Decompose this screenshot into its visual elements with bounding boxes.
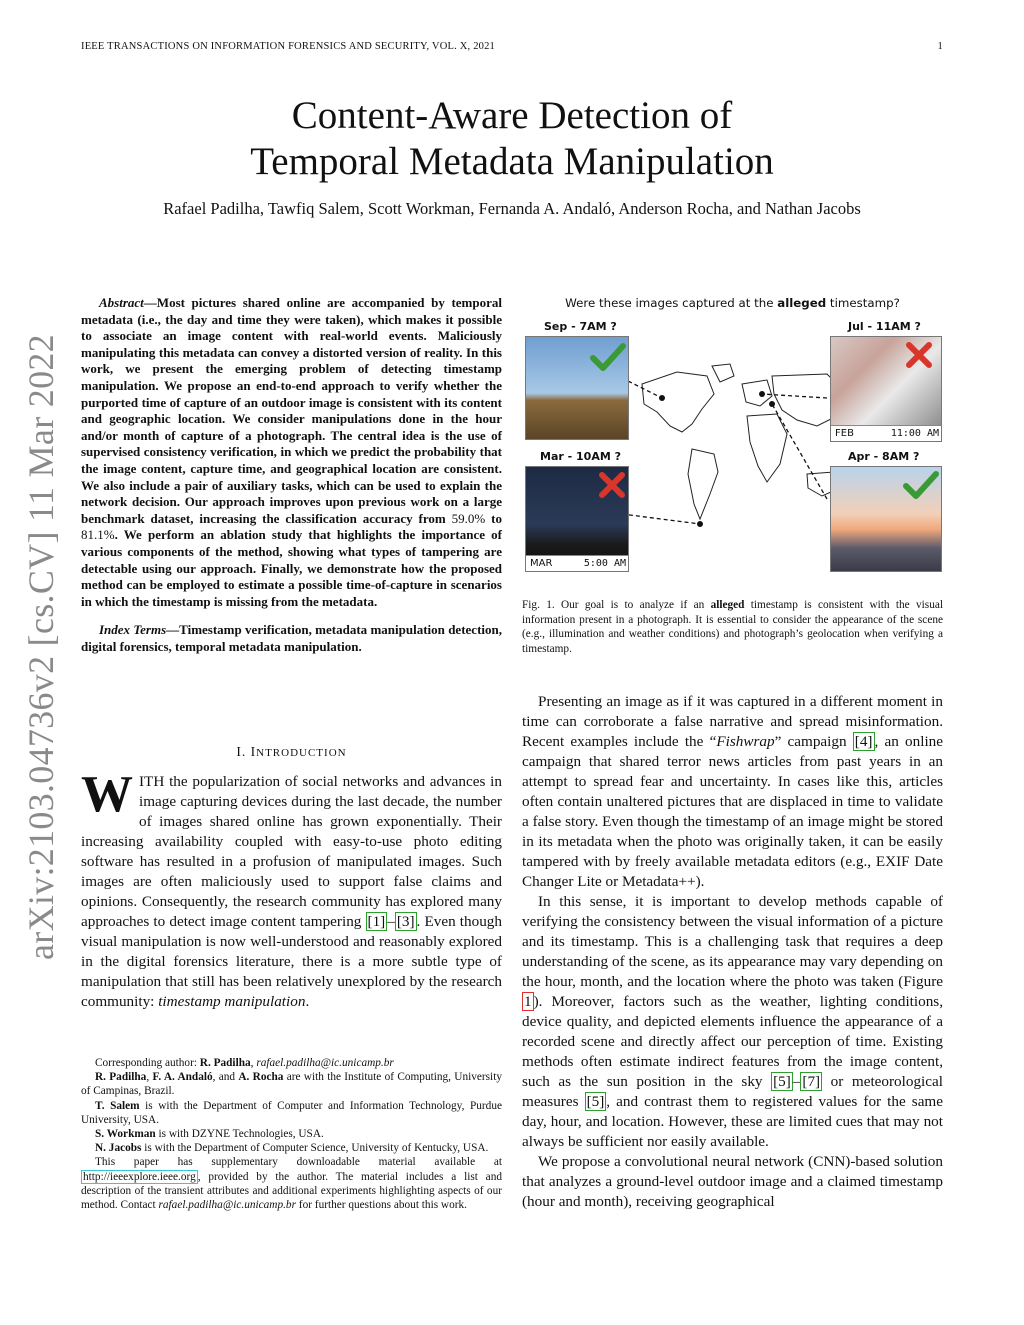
photo-sep <box>525 336 629 440</box>
index-terms-label: Index Terms <box>99 622 167 638</box>
footnote-name: F. A. Andaló <box>152 1071 213 1084</box>
map-africa <box>747 414 787 482</box>
footnote-text: for further questions about this work. <box>295 1199 467 1212</box>
footnote-name: S. Workman <box>95 1128 156 1141</box>
photo-apr <box>830 466 942 572</box>
figure-1-link[interactable]: 1 <box>524 993 532 1010</box>
arxiv-identifier: arXiv:2103.04736v2 [cs.CV] 11 Mar 2022 <box>21 334 61 960</box>
footnote-name: A. Rocha <box>238 1071 284 1084</box>
abstract-label: Abstract <box>99 295 144 310</box>
citation-link-5[interactable]: [5] <box>586 1093 605 1110</box>
caption-text: timestamp is consistent with the visual information present in a photograph. It is essential to consider the appearance of the scene (e.g., illumination and weather conditions) and photograph’s geolocation when verifying a timestamp. <box>522 599 943 655</box>
paragraph-3: We propose a convolutional neural network (CNN)-based solution that analyzes a ground-level outdoor image and a claimed timestamp (hour and month), receiving geographical <box>522 1153 943 1210</box>
right-column-text <box>522 692 943 1212</box>
section-number: I. <box>236 744 251 759</box>
caption-bold: alleged <box>710 599 745 611</box>
intro-emphasis: timestamp manipulation <box>158 993 306 1010</box>
footnote-text: This paper has supplementary downloadable material available at <box>95 1156 502 1169</box>
stamp-time: 5:00 AM <box>583 558 626 569</box>
drop-cap: W <box>81 766 133 823</box>
section-heading-introduction <box>81 744 502 760</box>
footnote-text: , provided by the author. The material includes a list and description of the transient attributes and additional experiments highlighting aspects of our method. Contact <box>81 1170 502 1212</box>
paper-title <box>81 93 943 185</box>
world-map <box>622 354 852 554</box>
title-line-1: Content-Aware Detection of <box>291 94 733 137</box>
ieee-explore-link[interactable]: http://ieeexplore.ieee.org <box>83 1170 196 1183</box>
citation-link-5[interactable]: [5] <box>773 1073 791 1090</box>
citation-link-3[interactable]: [3] <box>396 913 415 930</box>
footnote-text: are with the Institute of Computing, University of Campinas, Brazil. <box>81 1071 502 1098</box>
cross-icon <box>598 471 626 499</box>
footnote-sep: , <box>146 1071 153 1084</box>
connector-mar <box>622 514 700 524</box>
label-jul: Jul - 11AM ? <box>848 320 921 333</box>
figure-1 <box>522 296 943 586</box>
intro-text-a: ITH the popularization of social networks and advances in image capturing devices during the last decade, the number of images shared online has grown exponentially. Their increasing availability coupled with easy-to-use photo editing software has resulted in a profusion of manipulated images. Such images are often maliciously used to support false claims and opinions. Consequently, the research community has explored many approaches to detect image content tampering <box>81 773 502 930</box>
email-link[interactable]: rafael.padilha@ic.unicamp.br <box>158 1199 296 1212</box>
figure-title <box>522 296 943 310</box>
footnote-name: R. Padilha <box>95 1071 147 1084</box>
abstract-text-b: . We perform an ablation study that highlights the importance of various components of the method, showing what types of tampering are detectable using our approach. Finally, we demonstrate how the proposed method can be employed to estimate a possible time-of-capture in scenarios in which the timestamp is missing from the metadata. <box>81 527 502 609</box>
index-terms-text: —Timestamp verification, metadata manipulation detection, digital forensics, temporal metadata manipulation. <box>81 622 502 654</box>
section-title-rest: NTRODUCTION <box>256 747 347 759</box>
caption-text: Fig. 1. Our goal is to analyze if an <box>522 599 711 611</box>
label-sep: Sep - 7AM ? <box>544 320 617 333</box>
timestamp-overlay-mar <box>526 555 629 571</box>
page-number: 1 <box>937 41 943 52</box>
map-europe <box>742 380 772 406</box>
para-emphasis: Fishwrap <box>716 733 775 750</box>
footnote-sep: , and <box>212 1071 239 1084</box>
para-text: ). Moreover, factors such as the weather, lighting conditions, device quality, and depicted elements influence the appearance of a recorded scene and directly affect our perception of time. Existing methods often estimate indirect features from the image content, such as the sun position in the sky <box>522 993 943 1090</box>
figure-caption <box>522 598 943 656</box>
introduction-paragraph <box>81 766 502 1012</box>
footnote-unicamp <box>81 1070 502 1098</box>
journal-name: IEEE TRANSACTIONS ON INFORMATION FORENSICS AND SECURITY, VOL. X, 2021 <box>81 41 495 52</box>
section-initial: I <box>250 744 257 759</box>
footnote-text: is with the Department of Computer Science, University of Kentucky, USA. <box>141 1142 489 1155</box>
footnote-kentucky <box>81 1141 502 1155</box>
timestamp-overlay-feb <box>831 425 942 441</box>
citation-link-1[interactable]: [1] <box>367 913 386 930</box>
map-south-america <box>688 449 718 519</box>
para-text: Presenting an image as if it was captured in a different moment in time can corroborate a false narrative and spread misinformation. Recent examples include the “ <box>522 693 943 750</box>
accuracy-after: 81.1% <box>81 527 115 543</box>
footnote-purdue <box>81 1099 502 1127</box>
map-north-america <box>642 372 714 432</box>
para-text: or meteorological measures <box>522 1073 943 1110</box>
footnote-text: is with DZYNE Technologies, USA. <box>155 1128 324 1141</box>
stamp-time: 11:00 AM <box>890 428 939 439</box>
email-link[interactable]: rafael.padilha@ic.unicamp.br <box>256 1057 394 1069</box>
location-dot <box>659 395 665 401</box>
figure-title-text: Were these images captured at the <box>565 296 778 310</box>
location-dot <box>759 391 765 397</box>
photo-jul <box>830 336 942 442</box>
abstract-to: to <box>485 510 502 526</box>
index-terms <box>81 622 502 655</box>
intro-end: . <box>305 993 310 1010</box>
label-apr: Apr - 8AM ? <box>848 450 920 463</box>
citation-dash: – <box>387 913 395 930</box>
check-icon <box>903 471 939 499</box>
footnote-name: N. Jacobs <box>95 1142 142 1155</box>
footnotes <box>81 1056 502 1212</box>
footnote-supplementary <box>81 1155 502 1212</box>
footnote-text: is with the Department of Computer and Information Technology, Purdue University, USA. <box>81 1099 502 1126</box>
footnote-name: T. Salem <box>95 1099 140 1112</box>
intro-text-b: . Even though visual manipulation is now well-understood and reasonably explored in the digital forensics literature, there is a more subtle type of manipulation that still has been relatively unexplored by the research community: <box>81 913 502 1010</box>
para-text: , an online campaign that shared terror news articles from past years in an attempt to spread fear and uncertainty. In cases like this, articles often contain unaltered pictures that are displaced in time to validate a false story. Even though the timestamp of an image might be stored in its metadata when the photo was originally taken, it can be easily tampered with by freely available metadata editors (e.g., EXIF Date Changer Lite or Metadata++). <box>522 733 944 890</box>
stamp-month: FEB <box>835 428 854 439</box>
citation-link-7[interactable]: [7] <box>802 1073 821 1090</box>
para-text: In this sense, it is important to develop methods capable of verifying the consistency between the visual information of a picture and its timestamp. This is a challenging task that requires a deep understanding of the scene, as its appearance may vary depending on the hour, month, and the location where the photo was taken (Figure <box>522 893 943 990</box>
accuracy-before: 59.0% <box>451 510 486 526</box>
photo-mar <box>525 466 629 572</box>
para-text: ” campaign <box>774 733 853 750</box>
abstract-text-a: —Most pictures shared online are accompanied by temporal metadata (i.e., the day and time they were taken), which makes it possible to associate an image content with real-world events. Maliciously manipulating this metadata can convey a distorted version of reality. In this work, we present the emerging problem of detecting timestamp manipulation. We propose an end-to-end approach to verify whether the purported time of capture of an outdoor image is consistent with its content and geographic location. We consider manipulations done in the hour and/or month of capture of a photograph. The central idea is the use of supervised consistency verification, in which we predict the probability that the image content, capture time, and geographical location are consistent. We also include a pair of auxiliary tasks, which can be used to explain the network decision. Our approach improves upon previous work on a large benchmark dataset, increasing the classification accuracy from <box>81 295 502 526</box>
footnote-dzyne <box>81 1127 502 1141</box>
map-greenland <box>712 364 734 382</box>
figure-title-text: timestamp? <box>826 296 900 310</box>
label-mar: Mar - 10AM ? <box>540 450 621 463</box>
footnote-text: Corresponding author: <box>95 1057 200 1069</box>
title-line-2: Temporal Metadata Manipulation <box>250 140 774 183</box>
stamp-month: MAR <box>530 558 553 569</box>
paragraph-2 <box>522 892 943 1152</box>
figure-title-bold: alleged <box>777 296 827 310</box>
author-list: Rafael Padilha, Tawfiq Salem, Scott Workman, Fernanda A. Andaló, Anderson Rocha, and Nathan Jacobs <box>163 199 861 218</box>
footnote-name: R. Padilha <box>199 1057 251 1069</box>
location-dot <box>697 521 703 527</box>
abstract <box>81 295 502 655</box>
check-icon <box>590 343 626 371</box>
cross-icon <box>905 341 933 369</box>
location-dot <box>769 401 775 407</box>
para-text: , and contrast them to registered values for the same day, hour, and location. However, these are limited cues that may not always be sufficient nor easily available. <box>522 1093 943 1150</box>
paragraph-1 <box>522 692 943 892</box>
running-header <box>81 41 943 57</box>
citation-dash: – <box>792 1073 801 1090</box>
footnote-corresponding: Corresponding author: R. Padilha, rafael.padilha@ic.unicamp.br <box>95 1057 394 1069</box>
citation-link-4[interactable]: [4] <box>854 733 873 750</box>
